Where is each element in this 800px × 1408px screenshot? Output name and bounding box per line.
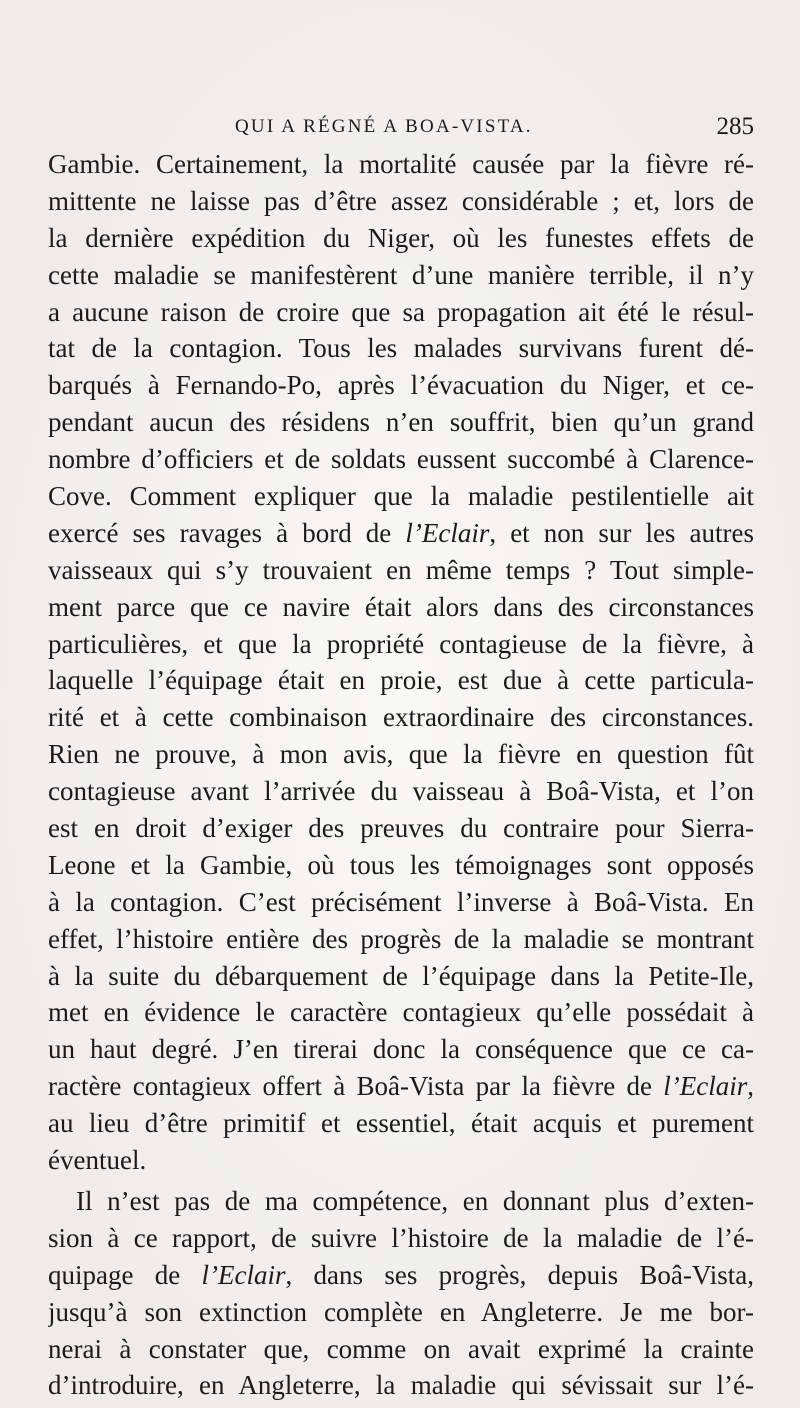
page-number: 285 [716,113,754,140]
text-line: effet, l’histoire entière des progrès de la maladie se montrant [48,923,754,954]
text-line: à la suite du débarquement de l’équipage dans la Petite-Ile, [48,960,754,991]
text-line: a aucune raison de croire que sa propagation ait été le résul- [48,296,754,327]
text-line: mittente ne laisse pas d’être assez considérable ; et, lors de [48,185,754,216]
text-line: barqués à Fernando-Po, après l’évacuation du Niger, et ce- [48,370,754,401]
paragraph [48,146,754,1179]
running-title: QUI A RÉGNÉ A BOA-VISTA. [235,116,533,137]
ship-name: l’Eclair [663,1071,748,1102]
text-line: éventuel. [48,1145,147,1176]
text-line: nerai à constater que, comme on avait exprimé la crainte [48,1333,754,1364]
text-line: vaisseaux qui s’y trouvaient en même temps ? Tout simple- [48,554,754,585]
text-line: au lieu d’être primitif et essentiel, était acquis et purement [48,1108,754,1139]
text-line: Rien ne prouve, à mon avis, que la fièvre en question fût [48,739,754,770]
text-line: ment parce que ce navire était alors dans des circonstances [48,591,754,622]
page-header [50,113,758,144]
text-line: rité et à cette combinaison extraordinaire des circonstances. [48,702,754,733]
text-line: Cove. Comment expliquer que la maladie pestilentielle ait [48,481,754,512]
text-line: tat de la contagion. Tous les malades survivans furent dé- [48,333,754,364]
text-line: jusqu’à son extinction complète en Angleterre. Je me bor- [48,1296,754,1327]
text-line: quipage de l’Eclair, dans ses progrès, depuis Boâ-Vista, [48,1259,754,1290]
text-line: un haut degré. J’en tirerai donc la conséquence que ce ca- [48,1034,754,1065]
text-line: cette maladie se manifestèrent d’une manière terrible, il n’y [48,259,754,290]
paragraph [48,1183,754,1404]
text-line: Gambie. Certainement, la mortalité causée par la fièvre ré- [48,149,754,179]
text-line: est en droit d’exiger des preuves du contraire pour Sierra- [48,813,754,844]
text-line: nombre d’officiers et de soldats eussent succombé à Clarence- [48,444,754,475]
text-line: exercé ses ravages à bord de l’Eclair, et non sur les autres [48,517,754,548]
ship-name: l’Eclair [201,1259,286,1290]
text-line: Leone et la Gambie, où tous les témoignages sont opposés [48,849,754,880]
text-line: à la contagion. C’est précisément l’inverse à Boâ-Vista. En [48,886,754,917]
text-line: particulières, et que la propriété contagieuse de la fièvre, à [48,628,754,659]
text-line: sion à ce rapport, de suivre l’histoire de la maladie de l’é- [48,1222,754,1253]
text-line: Il n’est pas de ma compétence, en donnant plus d’exten- [76,1185,754,1216]
text-line: pendant aucun des résidens n’en souffrit, bien qu’un grand [48,407,754,438]
body-text [48,146,754,1404]
text-line: la dernière expédition du Niger, où les funestes effets de [48,222,754,253]
text-line: ractère contagieux offert à Boâ-Vista par la fièvre de l’Eclair, [48,1071,754,1102]
text-line: laquelle l’équipage était en proie, est due à cette particula- [48,665,754,696]
text-line: met en évidence le caractère contagieux qu’elle possédait à [48,997,754,1028]
text-line: contagieuse avant l’arrivée du vaisseau à Boâ-Vista, et l’on [48,776,754,807]
text-line: d’introduire, en Angleterre, la maladie qui sévissait sur l’é- [48,1370,754,1401]
ship-name: l’Eclair [405,517,490,548]
